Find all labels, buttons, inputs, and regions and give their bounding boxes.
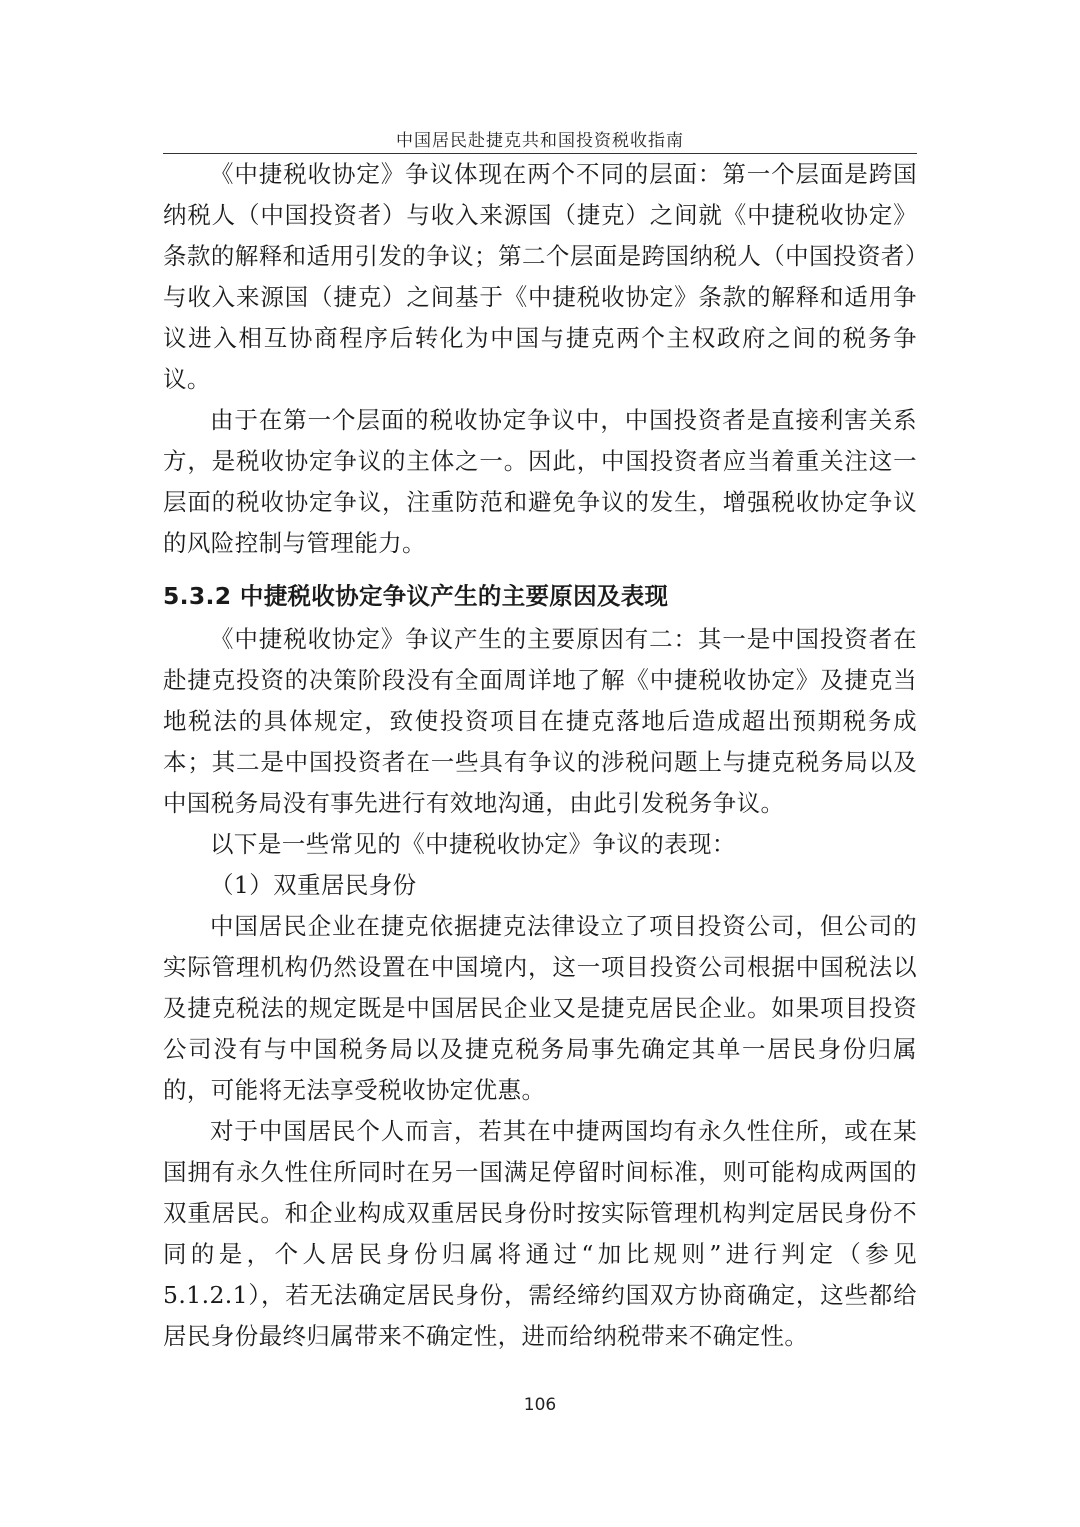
page-number: 106	[523, 1395, 557, 1415]
body-text	[163, 154, 917, 1357]
paragraph: 对于中国居民个人而言，若其在中捷两国均有永久性住所，或在某国拥有永久性住所同时在另一国满足停留时间标准，则可能构成两国的双重居民。和企业构成双重居民身份时按实际管理机构判定居民身份不同的是，个人居民身份归属将通过“加比规则”进行判定（参见5.1.2.1），若无法确定居民身份，需经缔约国双方协商确定，这些都给居民身份最终归属带来不确定性，进而给纳税带来不确定性。	[163, 1117, 917, 1350]
paragraph: 由于在第一个层面的税收协定争议中，中国投资者是直接利害关系方，是税收协定争议的主体之一。因此，中国投资者应当着重关注这一层面的税收协定争议，注重防范和避免争议的发生，增强税收协定争议的风险控制与管理能力。	[163, 406, 917, 557]
subsection-heading: （1）双重居民身份	[210, 871, 417, 899]
section-title: 中捷税收协定争议产生的主要原因及表现	[239, 582, 669, 610]
section-number: 5.3.2	[163, 582, 232, 610]
paragraph: 《中捷税收协定》争议产生的主要原因有二：其一是中国投资者在赴捷克投资的决策阶段没有全面周详地了解《中捷税收协定》及捷克当地税法的具体规定，致使投资项目在捷克落地后造成超出预期税务成本；其二是中国投资者在一些具有争议的涉税问题上与捷克税务局以及中国税务局没有事先进行有效地沟通，由此引发税务争议。	[163, 625, 917, 817]
paragraph: 以下是一些常见的《中捷税收协定》争议的表现：	[210, 830, 736, 858]
paragraph: 《中捷税收协定》争议体现在两个不同的层面：第一个层面是跨国纳税人（中国投资者）与收入来源国（捷克）之间就《中捷税收协定》条款的解释和适用引发的争议；第二个层面是跨国纳税人（中国投资者）与收入来源国（捷克）之间基于《中捷税收协定》条款的解释和适用争议进入相互协商程序后转化为中国与捷克两个主权政府之间的税务争议。	[163, 160, 917, 393]
section-heading	[163, 564, 917, 619]
running-header: 中国居民赴捷克共和国投资税收指南	[396, 131, 684, 151]
paragraph: 中国居民企业在捷克依据捷克法律设立了项目投资公司，但公司的实际管理机构仍然设置在中国境内，这一项目投资公司根据中国税法以及捷克税法的规定既是中国居民企业又是捷克居民企业。如果项目投资公司没有与中国税务局以及捷克税务局事先确定其单一居民身份归属的，可能将无法享受税收协定优惠。	[163, 912, 917, 1104]
